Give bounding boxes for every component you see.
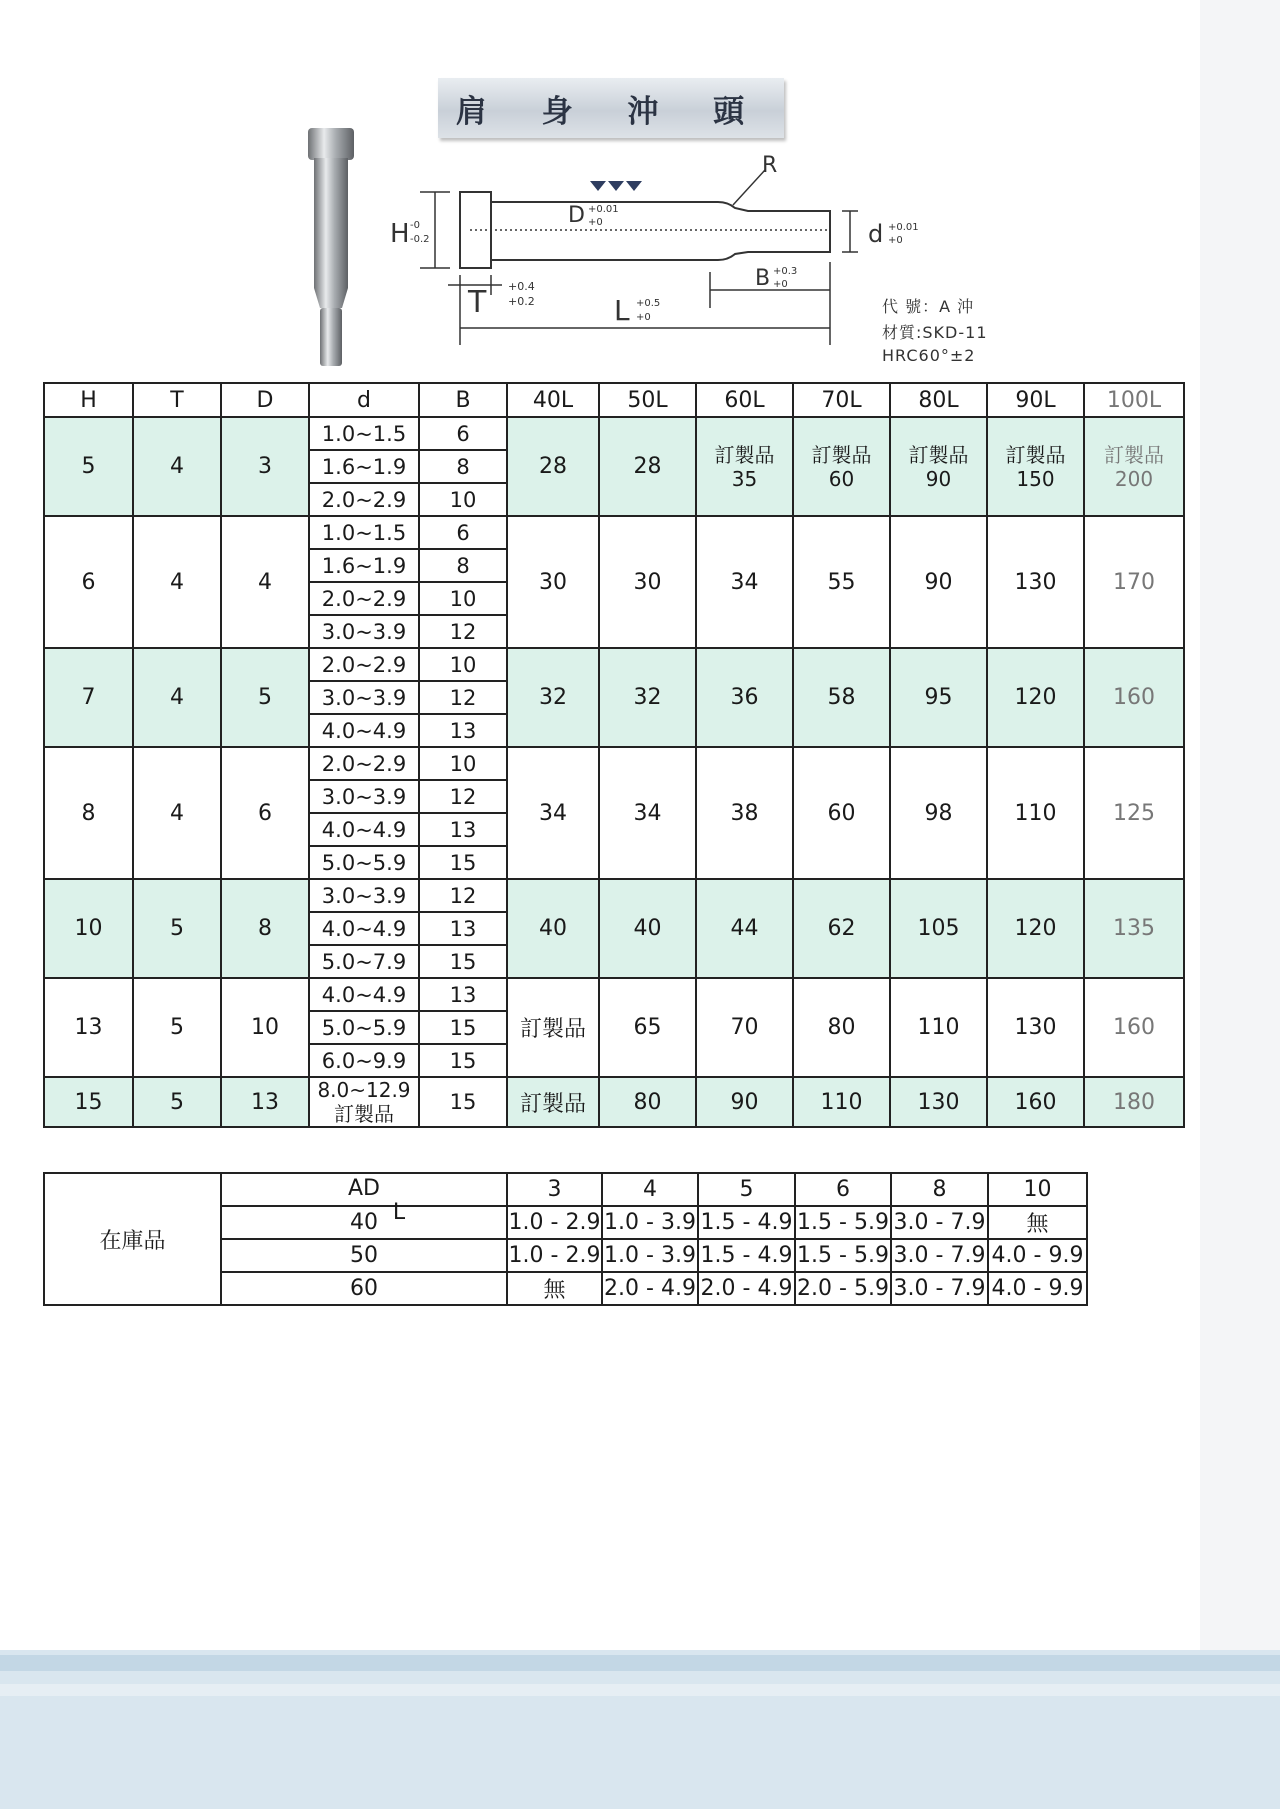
stock-col-header: 10 bbox=[988, 1173, 1087, 1206]
cell-b: 12 bbox=[419, 615, 507, 648]
cell-price-100l: 160 bbox=[1084, 648, 1184, 747]
cell-d: 10 bbox=[221, 978, 309, 1077]
cell-price-50l: 30 bbox=[599, 516, 696, 648]
spec-hardness: HRC60°±2 bbox=[882, 346, 976, 365]
stock-cell: 1.0 - 3.9 bbox=[602, 1206, 698, 1239]
cell-b: 10 bbox=[419, 648, 507, 681]
cell-price-90l: 130 bbox=[987, 978, 1084, 1077]
cell-h: 8 bbox=[44, 747, 133, 879]
H-label: H bbox=[390, 219, 410, 249]
cell-d: 8 bbox=[221, 879, 309, 978]
table-row bbox=[44, 747, 1184, 780]
cell-t: 5 bbox=[133, 879, 221, 978]
header-100l: 100L bbox=[1084, 383, 1184, 417]
cell-price-40l: 30 bbox=[507, 516, 599, 648]
stock-row-l: 40 bbox=[221, 1206, 507, 1239]
cell-price-40l: 40 bbox=[507, 879, 599, 978]
cell-h: 10 bbox=[44, 879, 133, 978]
d-label: d bbox=[868, 220, 884, 248]
D-label: D bbox=[568, 203, 585, 228]
cell-d-range: 2.0~2.9 bbox=[309, 747, 419, 780]
cell-d-range: 2.0~2.9 bbox=[309, 582, 419, 615]
header-80l: 80L bbox=[890, 383, 987, 417]
header-40l: 40L bbox=[507, 383, 599, 417]
header-t: T bbox=[133, 383, 221, 417]
cell-price-80l: 90 bbox=[890, 516, 987, 648]
cell-b: 6 bbox=[419, 417, 507, 450]
cell-d-range: 4.0~4.9 bbox=[309, 912, 419, 945]
stock-header-row bbox=[44, 1173, 1087, 1206]
stock-col-header: 4 bbox=[602, 1173, 698, 1206]
cell-d-range: 3.0~3.9 bbox=[309, 780, 419, 813]
cell-price-50l: 65 bbox=[599, 978, 696, 1077]
H-tol-upper: -0 bbox=[410, 220, 420, 231]
table-row bbox=[44, 879, 1184, 912]
H-tol-lower: -0.2 bbox=[410, 234, 430, 245]
stock-col-header: 8 bbox=[891, 1173, 988, 1206]
d-tol-lower: +0 bbox=[888, 235, 903, 246]
stock-label: 在庫品 bbox=[44, 1173, 221, 1305]
cell-d-range: 1.6~1.9 bbox=[309, 549, 419, 582]
cell-price-100l: 170 bbox=[1084, 516, 1184, 648]
cell-price-70l: 58 bbox=[793, 648, 890, 747]
stock-cell: 3.0 - 7.9 bbox=[891, 1206, 988, 1239]
cell-price-60l: 36 bbox=[696, 648, 793, 747]
stock-col-header: 6 bbox=[795, 1173, 891, 1206]
cell-price-60l: 90 bbox=[696, 1077, 793, 1127]
cell-price-50l: 32 bbox=[599, 648, 696, 747]
cell-price-80l: 95 bbox=[890, 648, 987, 747]
header-60l: 60L bbox=[696, 383, 793, 417]
cell-b: 6 bbox=[419, 516, 507, 549]
cell-price-50l: 40 bbox=[599, 879, 696, 978]
stock-cell: 3.0 - 7.9 bbox=[891, 1239, 988, 1272]
cell-b: 15 bbox=[419, 1044, 507, 1077]
header-b: B bbox=[419, 383, 507, 417]
table-row bbox=[44, 648, 1184, 681]
cell-h: 13 bbox=[44, 978, 133, 1077]
cell-price-70l: 60 bbox=[793, 747, 890, 879]
cell-d: 6 bbox=[221, 747, 309, 879]
stock-cell: 1.5 - 5.9 bbox=[795, 1206, 891, 1239]
L-tol-upper: +0.5 bbox=[636, 298, 661, 309]
table-row bbox=[44, 1077, 1184, 1127]
spec-code: 代 號：A 沖 bbox=[882, 297, 975, 316]
cell-d-range: 3.0~3.9 bbox=[309, 615, 419, 648]
cell-b: 8 bbox=[419, 549, 507, 582]
B-tol-upper: +0.3 bbox=[773, 266, 798, 277]
cell-price-40l: 28 bbox=[507, 417, 599, 516]
stock-row-l: 60 bbox=[221, 1272, 507, 1305]
header-90l: 90L bbox=[987, 383, 1084, 417]
cell-d: 3 bbox=[221, 417, 309, 516]
cell-price-60l: 34 bbox=[696, 516, 793, 648]
cell-b: 13 bbox=[419, 813, 507, 846]
T-tol-upper: +0.4 bbox=[508, 280, 535, 293]
page-margin bbox=[1200, 0, 1280, 1809]
cell-price-100l: 125 bbox=[1084, 747, 1184, 879]
stock-cell: 1.0 - 2.9 bbox=[507, 1239, 602, 1272]
cell-price-90l: 130 bbox=[987, 516, 1084, 648]
L-tol-lower: +0 bbox=[636, 312, 651, 323]
cell-b: 10 bbox=[419, 582, 507, 615]
cell-price-80l: 98 bbox=[890, 747, 987, 879]
cell-d-range: 3.0~3.9 bbox=[309, 681, 419, 714]
cell-t: 4 bbox=[133, 417, 221, 516]
cell-price-40l: 34 bbox=[507, 747, 599, 879]
cell-price-60l: 70 bbox=[696, 978, 793, 1077]
cell-d-range: 5.0~7.9 bbox=[309, 945, 419, 978]
cell-t: 4 bbox=[133, 648, 221, 747]
stock-cell: 1.5 - 5.9 bbox=[795, 1239, 891, 1272]
cell-price-80l: 110 bbox=[890, 978, 987, 1077]
cell-d-range: 4.0~4.9 bbox=[309, 813, 419, 846]
cell-h: 5 bbox=[44, 417, 133, 516]
cell-d-range: 1.6~1.9 bbox=[309, 450, 419, 483]
header-d: D bbox=[221, 383, 309, 417]
stock-cell: 1.0 - 3.9 bbox=[602, 1239, 698, 1272]
cell-d-range: 8.0~12.9 訂製品 bbox=[309, 1077, 419, 1127]
cell-t: 4 bbox=[133, 516, 221, 648]
cell-b: 15 bbox=[419, 1077, 507, 1127]
cell-price-80l: 訂製品 90 bbox=[890, 417, 987, 516]
cell-b: 13 bbox=[419, 978, 507, 1011]
cell-d-range: 1.0~1.5 bbox=[309, 516, 419, 549]
cell-d: 13 bbox=[221, 1077, 309, 1127]
cell-d-range: 4.0~4.9 bbox=[309, 714, 419, 747]
R-label: R bbox=[762, 153, 778, 178]
cell-d-range: 1.0~1.5 bbox=[309, 417, 419, 450]
header-h: H bbox=[44, 383, 133, 417]
cell-d-range: 3.0~3.9 bbox=[309, 879, 419, 912]
B-label: B bbox=[755, 266, 771, 291]
cell-price-90l: 110 bbox=[987, 747, 1084, 879]
footer-band bbox=[0, 1650, 1280, 1809]
table-row bbox=[44, 417, 1184, 450]
D-tol-upper: +0.01 bbox=[588, 204, 619, 215]
stock-cell: 無 bbox=[507, 1272, 602, 1305]
cell-b: 12 bbox=[419, 879, 507, 912]
cell-price-50l: 28 bbox=[599, 417, 696, 516]
stock-row-l: 50 bbox=[221, 1239, 507, 1272]
punch-drawing bbox=[380, 150, 960, 350]
cell-b: 15 bbox=[419, 1011, 507, 1044]
stock-cell: 1.5 - 4.9 bbox=[698, 1206, 795, 1239]
header-d: d bbox=[309, 383, 419, 417]
stock-cell: 4.0 - 9.9 bbox=[988, 1239, 1087, 1272]
cell-t: 4 bbox=[133, 747, 221, 879]
cell-price-60l: 38 bbox=[696, 747, 793, 879]
cell-price-90l: 120 bbox=[987, 879, 1084, 978]
stock-table bbox=[43, 1172, 1088, 1306]
cell-d-range: 2.0~2.9 bbox=[309, 648, 419, 681]
cell-d-range: 6.0~9.9 bbox=[309, 1044, 419, 1077]
cell-price-80l: 130 bbox=[890, 1077, 987, 1127]
B-tol-lower: +0 bbox=[773, 279, 788, 290]
cell-price-90l: 160 bbox=[987, 1077, 1084, 1127]
d-tol-upper: +0.01 bbox=[888, 222, 919, 233]
cell-b: 13 bbox=[419, 912, 507, 945]
cell-price-70l: 62 bbox=[793, 879, 890, 978]
T-tol-lower: +0.2 bbox=[508, 295, 535, 308]
cell-price-70l: 55 bbox=[793, 516, 890, 648]
cell-h: 6 bbox=[44, 516, 133, 648]
cell-price-100l: 訂製品 200 bbox=[1084, 417, 1184, 516]
cell-b: 15 bbox=[419, 945, 507, 978]
price-table bbox=[43, 382, 1185, 1128]
cell-price-40l: 訂製品 bbox=[507, 1077, 599, 1127]
cell-h: 7 bbox=[44, 648, 133, 747]
cell-d-range: 2.0~2.9 bbox=[309, 483, 419, 516]
cell-price-80l: 105 bbox=[890, 879, 987, 978]
stock-cell: 2.0 - 5.9 bbox=[795, 1272, 891, 1305]
table-row bbox=[44, 516, 1184, 549]
stock-cell: 2.0 - 4.9 bbox=[602, 1272, 698, 1305]
stock-col-header: 3 bbox=[507, 1173, 602, 1206]
cell-d: 5 bbox=[221, 648, 309, 747]
cell-price-50l: 34 bbox=[599, 747, 696, 879]
cell-price-40l: 32 bbox=[507, 648, 599, 747]
cell-b: 15 bbox=[419, 846, 507, 879]
table-row bbox=[44, 978, 1184, 1011]
T-label: T bbox=[468, 285, 487, 320]
cell-h: 15 bbox=[44, 1077, 133, 1127]
cell-price-40l: 訂製品 bbox=[507, 978, 599, 1077]
footer-stripe bbox=[0, 1655, 1280, 1671]
punch-photo bbox=[300, 122, 362, 372]
cell-price-70l: 訂製品 60 bbox=[793, 417, 890, 516]
stock-col-header: 5 bbox=[698, 1173, 795, 1206]
cell-price-90l: 120 bbox=[987, 648, 1084, 747]
cell-t: 5 bbox=[133, 978, 221, 1077]
cell-t: 5 bbox=[133, 1077, 221, 1127]
stock-cell: 無 bbox=[988, 1206, 1087, 1239]
cell-b: 12 bbox=[419, 780, 507, 813]
cell-price-70l: 110 bbox=[793, 1077, 890, 1127]
cell-price-100l: 160 bbox=[1084, 978, 1184, 1077]
stock-cell: 1.0 - 2.9 bbox=[507, 1206, 602, 1239]
L-label: L bbox=[614, 294, 630, 327]
stock-cell: 3.0 - 7.9 bbox=[891, 1272, 988, 1305]
cell-d-range: 5.0~5.9 bbox=[309, 846, 419, 879]
cell-d: 4 bbox=[221, 516, 309, 648]
corner-l: L bbox=[392, 1200, 406, 1225]
cell-price-90l: 訂製品 150 bbox=[987, 417, 1084, 516]
corner-ad: AD bbox=[348, 1176, 380, 1201]
cell-price-100l: 135 bbox=[1084, 879, 1184, 978]
cell-price-70l: 80 bbox=[793, 978, 890, 1077]
header-50l: 50L bbox=[599, 383, 696, 417]
cell-b: 8 bbox=[419, 450, 507, 483]
cell-b: 13 bbox=[419, 714, 507, 747]
page-title: 肩 身 沖 頭 bbox=[438, 78, 784, 138]
stock-cell: 1.5 - 4.9 bbox=[698, 1239, 795, 1272]
cell-d-range: 5.0~5.9 bbox=[309, 1011, 419, 1044]
cell-price-100l: 180 bbox=[1084, 1077, 1184, 1127]
cell-price-60l: 訂製品 35 bbox=[696, 417, 793, 516]
cell-b: 10 bbox=[419, 483, 507, 516]
cell-d-range: 4.0~4.9 bbox=[309, 978, 419, 1011]
cell-price-50l: 80 bbox=[599, 1077, 696, 1127]
cell-b: 12 bbox=[419, 681, 507, 714]
stock-cell: 2.0 - 4.9 bbox=[698, 1272, 795, 1305]
cell-b: 10 bbox=[419, 747, 507, 780]
footer-stripe-light bbox=[0, 1684, 1280, 1696]
cell-price-60l: 44 bbox=[696, 879, 793, 978]
header-70l: 70L bbox=[793, 383, 890, 417]
D-tol-lower: +0 bbox=[588, 217, 603, 228]
stock-cell: 4.0 - 9.9 bbox=[988, 1272, 1087, 1305]
spec-material: 材質:SKD-11 bbox=[882, 323, 988, 342]
